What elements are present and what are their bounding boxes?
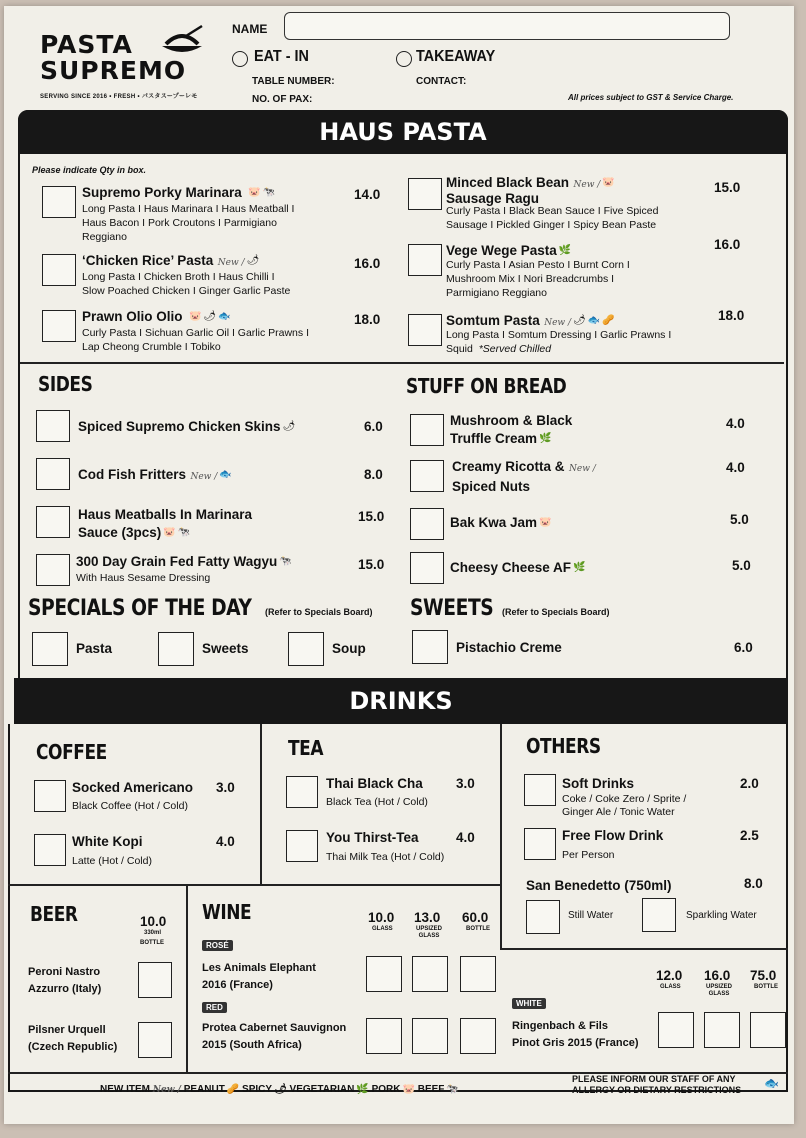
wine-price-upsized: 13.0 — [414, 910, 441, 925]
item-description: Curly Pasta I Asian Pesto I Burnt Corn I Mushroom Mix I Nori Breadcrumbs I Parmigiano Reggiano — [446, 259, 630, 299]
coffee-title: COFFEE — [36, 740, 107, 764]
qty-box[interactable] — [42, 254, 76, 286]
item-description: Long Pasta I Haus Marinara I Haus Meatball I Haus Bacon I Pork Croutons I Parmigiano Reggiano — [82, 203, 295, 243]
beer-price: 10.0 — [140, 914, 167, 929]
leaf-icon: 🌿 — [558, 245, 572, 257]
beer-title: BEER — [30, 902, 78, 926]
item-price: 6.0 — [734, 640, 753, 655]
new-tag: New / — [544, 318, 572, 328]
rose-label: ROSÉ — [202, 940, 233, 951]
item-price: 4.0 — [216, 834, 235, 849]
specials-heading: SPECIALS OF THE DAY (Refer to Specials Board) — [28, 596, 373, 621]
beer-size: 330ml — [144, 930, 162, 936]
divider — [8, 884, 502, 886]
item-price: 2.0 — [740, 776, 759, 791]
special-sweets: Sweets — [202, 641, 249, 656]
item-description: With Haus Sesame Dressing — [76, 572, 211, 584]
item-price: 14.0 — [354, 187, 381, 202]
peanut-icon: 🥜 — [226, 1084, 240, 1095]
menu-item: Vege Wege Pasta 🌿 — [446, 243, 572, 258]
new-tag: New / — [152, 1085, 181, 1096]
item-price: 15.0 — [714, 180, 741, 195]
qty-box[interactable] — [524, 774, 556, 806]
qty-box[interactable] — [32, 632, 68, 666]
white-price-upsized: 16.0 — [704, 968, 731, 983]
red-label: RED — [202, 1002, 227, 1013]
qty-box[interactable] — [410, 414, 444, 446]
menu-item: ‘Chicken Rice’ Pasta New / 🌶 — [82, 253, 260, 268]
item-price: 16.0 — [354, 256, 381, 271]
qty-box[interactable] — [408, 178, 442, 210]
takeaway-radio[interactable] — [396, 51, 412, 67]
drink-name: Thai Black Cha — [326, 776, 423, 791]
item-price: 3.0 — [456, 776, 475, 791]
qty-box[interactable] — [286, 830, 318, 862]
qty-box[interactable] — [36, 554, 70, 586]
stuff-on-bread-title: STUFF ON BREAD — [406, 374, 567, 398]
allergy-note: PLEASE INFORM OUR STAFF OF ANY ALLERGY OR DIETARY RESTRICTIONS — [572, 1074, 742, 1095]
item-description: Black Coffee (Hot / Cold) — [72, 800, 188, 812]
new-tag: New / — [569, 464, 596, 474]
item-description: Coke / Coke Zero / Sprite / Ginger Ale / Tonic Water — [562, 793, 687, 818]
wine-price-glass: 10.0 — [368, 910, 395, 925]
haus-pasta-title: HAUS PASTA — [18, 110, 788, 154]
wine-unit: BOTTLE — [754, 984, 778, 990]
qty-box[interactable] — [412, 630, 448, 664]
pork-icon: 🐷 — [539, 517, 552, 529]
divider — [20, 362, 784, 364]
drinks-title: DRINKS — [14, 678, 788, 724]
item-price: 3.0 — [216, 780, 235, 795]
legend: NEW ITEM New / PEANUT 🥜 SPICY 🌶 VEGETARIAN 🌿 PORK 🐷 BEEF 🐄 — [100, 1084, 459, 1096]
sides-title: SIDES — [38, 372, 93, 396]
brand-tagline: SERVING SINCE 2016 • FRESH • パスタスープーレモ — [40, 94, 198, 100]
wine-unit: BOTTLE — [466, 926, 490, 932]
beef-icon: 🐄 — [262, 187, 276, 199]
qty-instruction: Please indicate Qty in box. — [32, 165, 147, 175]
qty-box[interactable] — [704, 1012, 740, 1048]
menu-item: Mushroom & Black Truffle Cream 🌿 — [450, 413, 573, 447]
chilli-icon: 🌶 — [274, 1084, 287, 1095]
item-price: 2.5 — [740, 828, 759, 843]
chilli-icon: 🌶 — [282, 421, 296, 433]
menu-item: Supremo Porky Marinara 🐷 🐄 — [82, 185, 276, 200]
pork-icon: 🐷 — [248, 187, 261, 199]
wine-item: Protea Cabernet Sauvignon 2015 (South Africa) — [202, 1022, 347, 1051]
white-price-bottle: 75.0 — [750, 968, 777, 983]
chilli-icon: 🌶 — [573, 315, 586, 327]
menu-item: 300 Day Grain Fed Fatty Wagyu 🐄 — [76, 554, 292, 569]
item-description: Curly Pasta I Sichuan Garlic Oil I Garlic Prawns I Lap Cheong Crumble I Tobiko — [82, 327, 309, 353]
item-price: 15.0 — [358, 557, 385, 572]
others-title: OTHERS — [526, 734, 601, 758]
menu-item: Cod Fish Fritters New / 🐟 — [78, 467, 232, 482]
name-label: NAME — [232, 22, 268, 36]
qty-box[interactable] — [34, 834, 66, 866]
qty-box[interactable] — [658, 1012, 694, 1048]
item-price: 8.0 — [364, 467, 383, 482]
menu-item: Prawn Olio Olio 🐷 🌶 🐟 — [82, 309, 231, 324]
sparkling-water-label: Sparkling Water — [686, 910, 757, 921]
still-water-label: Still Water — [568, 910, 614, 921]
item-price: 5.0 — [732, 558, 751, 573]
qty-box[interactable] — [460, 1018, 496, 1054]
pork-icon: 🐷 — [163, 527, 176, 538]
wine-item: Les Animals Elephant 2016 (France) — [202, 962, 316, 991]
white-price-glass: 12.0 — [656, 968, 683, 983]
item-price: 5.0 — [730, 512, 749, 527]
qty-box[interactable] — [412, 1018, 448, 1054]
qty-box[interactable] — [36, 458, 70, 490]
divider — [500, 948, 788, 950]
qty-box[interactable] — [42, 310, 76, 342]
menu-item: Spiced Supremo Chicken Skins 🌶 — [78, 419, 296, 434]
chilli-icon: 🌶 — [203, 311, 217, 323]
brand-line1: PASTA — [40, 30, 133, 59]
qty-box[interactable] — [410, 460, 444, 492]
item-price: 16.0 — [714, 237, 741, 252]
item-price: 4.0 — [456, 830, 475, 845]
drink-name: Soft Drinks — [562, 776, 635, 791]
drink-name: Free Flow Drink — [562, 828, 664, 843]
wine-item: Ringenbach & Fils Pinot Gris 2015 (France) — [512, 1020, 639, 1049]
name-input[interactable] — [284, 12, 730, 40]
leaf-icon: 🌿 — [539, 433, 552, 444]
menu-item: Haus Meatballs In Marinara Sauce (3pcs) 🐷 🐄 — [78, 507, 253, 541]
beef-icon: 🐄 — [279, 556, 292, 568]
qty-box[interactable] — [42, 186, 76, 218]
peanut-icon: 🥜 — [602, 315, 615, 327]
beer-unit: BOTTLE — [140, 940, 164, 946]
item-price: 15.0 — [358, 509, 385, 524]
special-soup: Soup — [332, 641, 366, 656]
sweet-item: Pistachio Creme — [456, 640, 562, 655]
contact-label: CONTACT: — [416, 76, 467, 87]
water-name: San Benedetto (750ml) — [526, 878, 672, 893]
qty-box[interactable] — [286, 776, 318, 808]
eat-in-label: EAT - IN — [254, 48, 309, 65]
sweets-heading: SWEETS (Refer to Specials Board) — [410, 596, 610, 621]
item-price: 4.0 — [726, 460, 745, 475]
qty-box[interactable] — [158, 632, 194, 666]
divider — [186, 884, 188, 1074]
wine-price-bottle: 60.0 — [462, 910, 489, 925]
item-price: 8.0 — [744, 876, 763, 891]
qty-box[interactable] — [36, 410, 70, 442]
menu-item: Minced Black Bean New / 🐷 Sausage Ragu — [446, 175, 615, 207]
qty-box[interactable] — [138, 962, 172, 998]
beer-item: Peroni Nastro Azzurro (Italy) — [28, 966, 102, 995]
wine-unit: UPSIZED GLASS — [706, 984, 733, 997]
qty-box[interactable] — [524, 828, 556, 860]
takeaway-label: TAKEAWAY — [416, 48, 496, 65]
qty-box[interactable] — [138, 1022, 172, 1058]
new-tag: New / — [190, 472, 218, 482]
new-tag: New / — [573, 180, 601, 191]
menu-item: Somtum Pasta New / 🌶 🐟 🥜 — [446, 313, 615, 328]
item-price: 18.0 — [718, 308, 745, 323]
fish-icon: 🐟 — [587, 315, 601, 327]
leaf-icon: 🌿 — [356, 1084, 369, 1095]
item-description: Long Pasta I Chicken Broth I Haus Chilli I Slow Poached Chicken I Ginger Garlic Paste — [82, 271, 291, 297]
fish-icon: 🐟 — [218, 311, 231, 323]
wine-title: WINE — [202, 900, 252, 924]
divider — [500, 724, 502, 950]
pork-icon: 🐷 — [402, 1084, 415, 1095]
new-tag: New / — [217, 258, 245, 268]
qty-box[interactable] — [408, 314, 442, 346]
qty-box[interactable] — [526, 900, 560, 934]
table-number-label: TABLE NUMBER: — [252, 76, 335, 87]
item-price: 18.0 — [354, 312, 381, 327]
wine-unit: GLASS — [372, 926, 393, 932]
pork-icon: 🐷 — [188, 311, 202, 323]
qty-box[interactable] — [288, 632, 324, 666]
qty-box[interactable] — [410, 508, 444, 540]
beef-icon: 🐄 — [446, 1084, 459, 1095]
menu-item: Cheesy Cheese AF 🌿 — [450, 560, 586, 575]
white-label: WHITE — [512, 998, 546, 1009]
drink-name: You Thirst-Tea — [326, 830, 419, 845]
qty-box[interactable] — [366, 1018, 402, 1054]
item-description: Black Tea (Hot / Cold) — [326, 796, 428, 808]
menu-item: Bak Kwa Jam 🐷 — [450, 515, 552, 530]
qty-box[interactable] — [750, 1012, 786, 1048]
beef-icon: 🐄 — [177, 527, 191, 538]
pork-icon: 🐷 — [602, 177, 615, 188]
item-description: Thai Milk Tea (Hot / Cold) — [326, 851, 445, 863]
brand-line2: SUPREMO — [40, 56, 187, 85]
chilli-icon: 🌶 — [246, 255, 260, 267]
item-description: Latte (Hot / Cold) — [72, 855, 152, 867]
special-pasta: Pasta — [76, 641, 113, 656]
leaf-icon: 🌿 — [573, 562, 586, 574]
qty-box[interactable] — [408, 244, 442, 276]
wine-unit: UPSIZED GLASS — [416, 926, 443, 939]
menu-item: Creamy Ricotta & New / Spiced Nuts — [452, 459, 596, 494]
beer-item: Pilsner Urquell (Czech Republic) — [28, 1024, 118, 1053]
qty-box[interactable] — [34, 780, 66, 812]
item-description: Per Person — [562, 849, 615, 861]
qty-box[interactable] — [460, 956, 496, 992]
qty-box[interactable] — [36, 506, 70, 538]
item-description: Curly Pasta I Black Bean Sauce I Five Spiced Sausage I Pickled Ginger I Spicy Bean Paste — [446, 205, 659, 231]
qty-box[interactable] — [412, 956, 448, 992]
eat-in-radio[interactable] — [232, 51, 248, 67]
divider — [260, 724, 262, 886]
drink-name: Socked Americano — [72, 780, 194, 795]
qty-box[interactable] — [366, 956, 402, 992]
order-sheet — [4, 6, 794, 1124]
item-price: 4.0 — [726, 416, 745, 431]
fish-icon: 🐟 — [219, 469, 232, 481]
gst-note: All prices subject to GST & Service Charge. — [568, 93, 734, 102]
fish-icon: 🐟 — [764, 1076, 779, 1090]
item-price: 6.0 — [364, 419, 383, 434]
qty-box[interactable] — [410, 552, 444, 584]
qty-box[interactable] — [642, 898, 676, 932]
drink-name: White Kopi — [72, 834, 143, 849]
pax-label: NO. OF PAX: — [252, 94, 313, 105]
tea-title: TEA — [288, 736, 324, 760]
item-description: Long Pasta I Somtum Dressing I Garlic Prawns I Squid *Served Chilled — [446, 329, 672, 355]
pasta-bowl-icon — [156, 24, 208, 56]
wine-unit: GLASS — [660, 984, 681, 990]
